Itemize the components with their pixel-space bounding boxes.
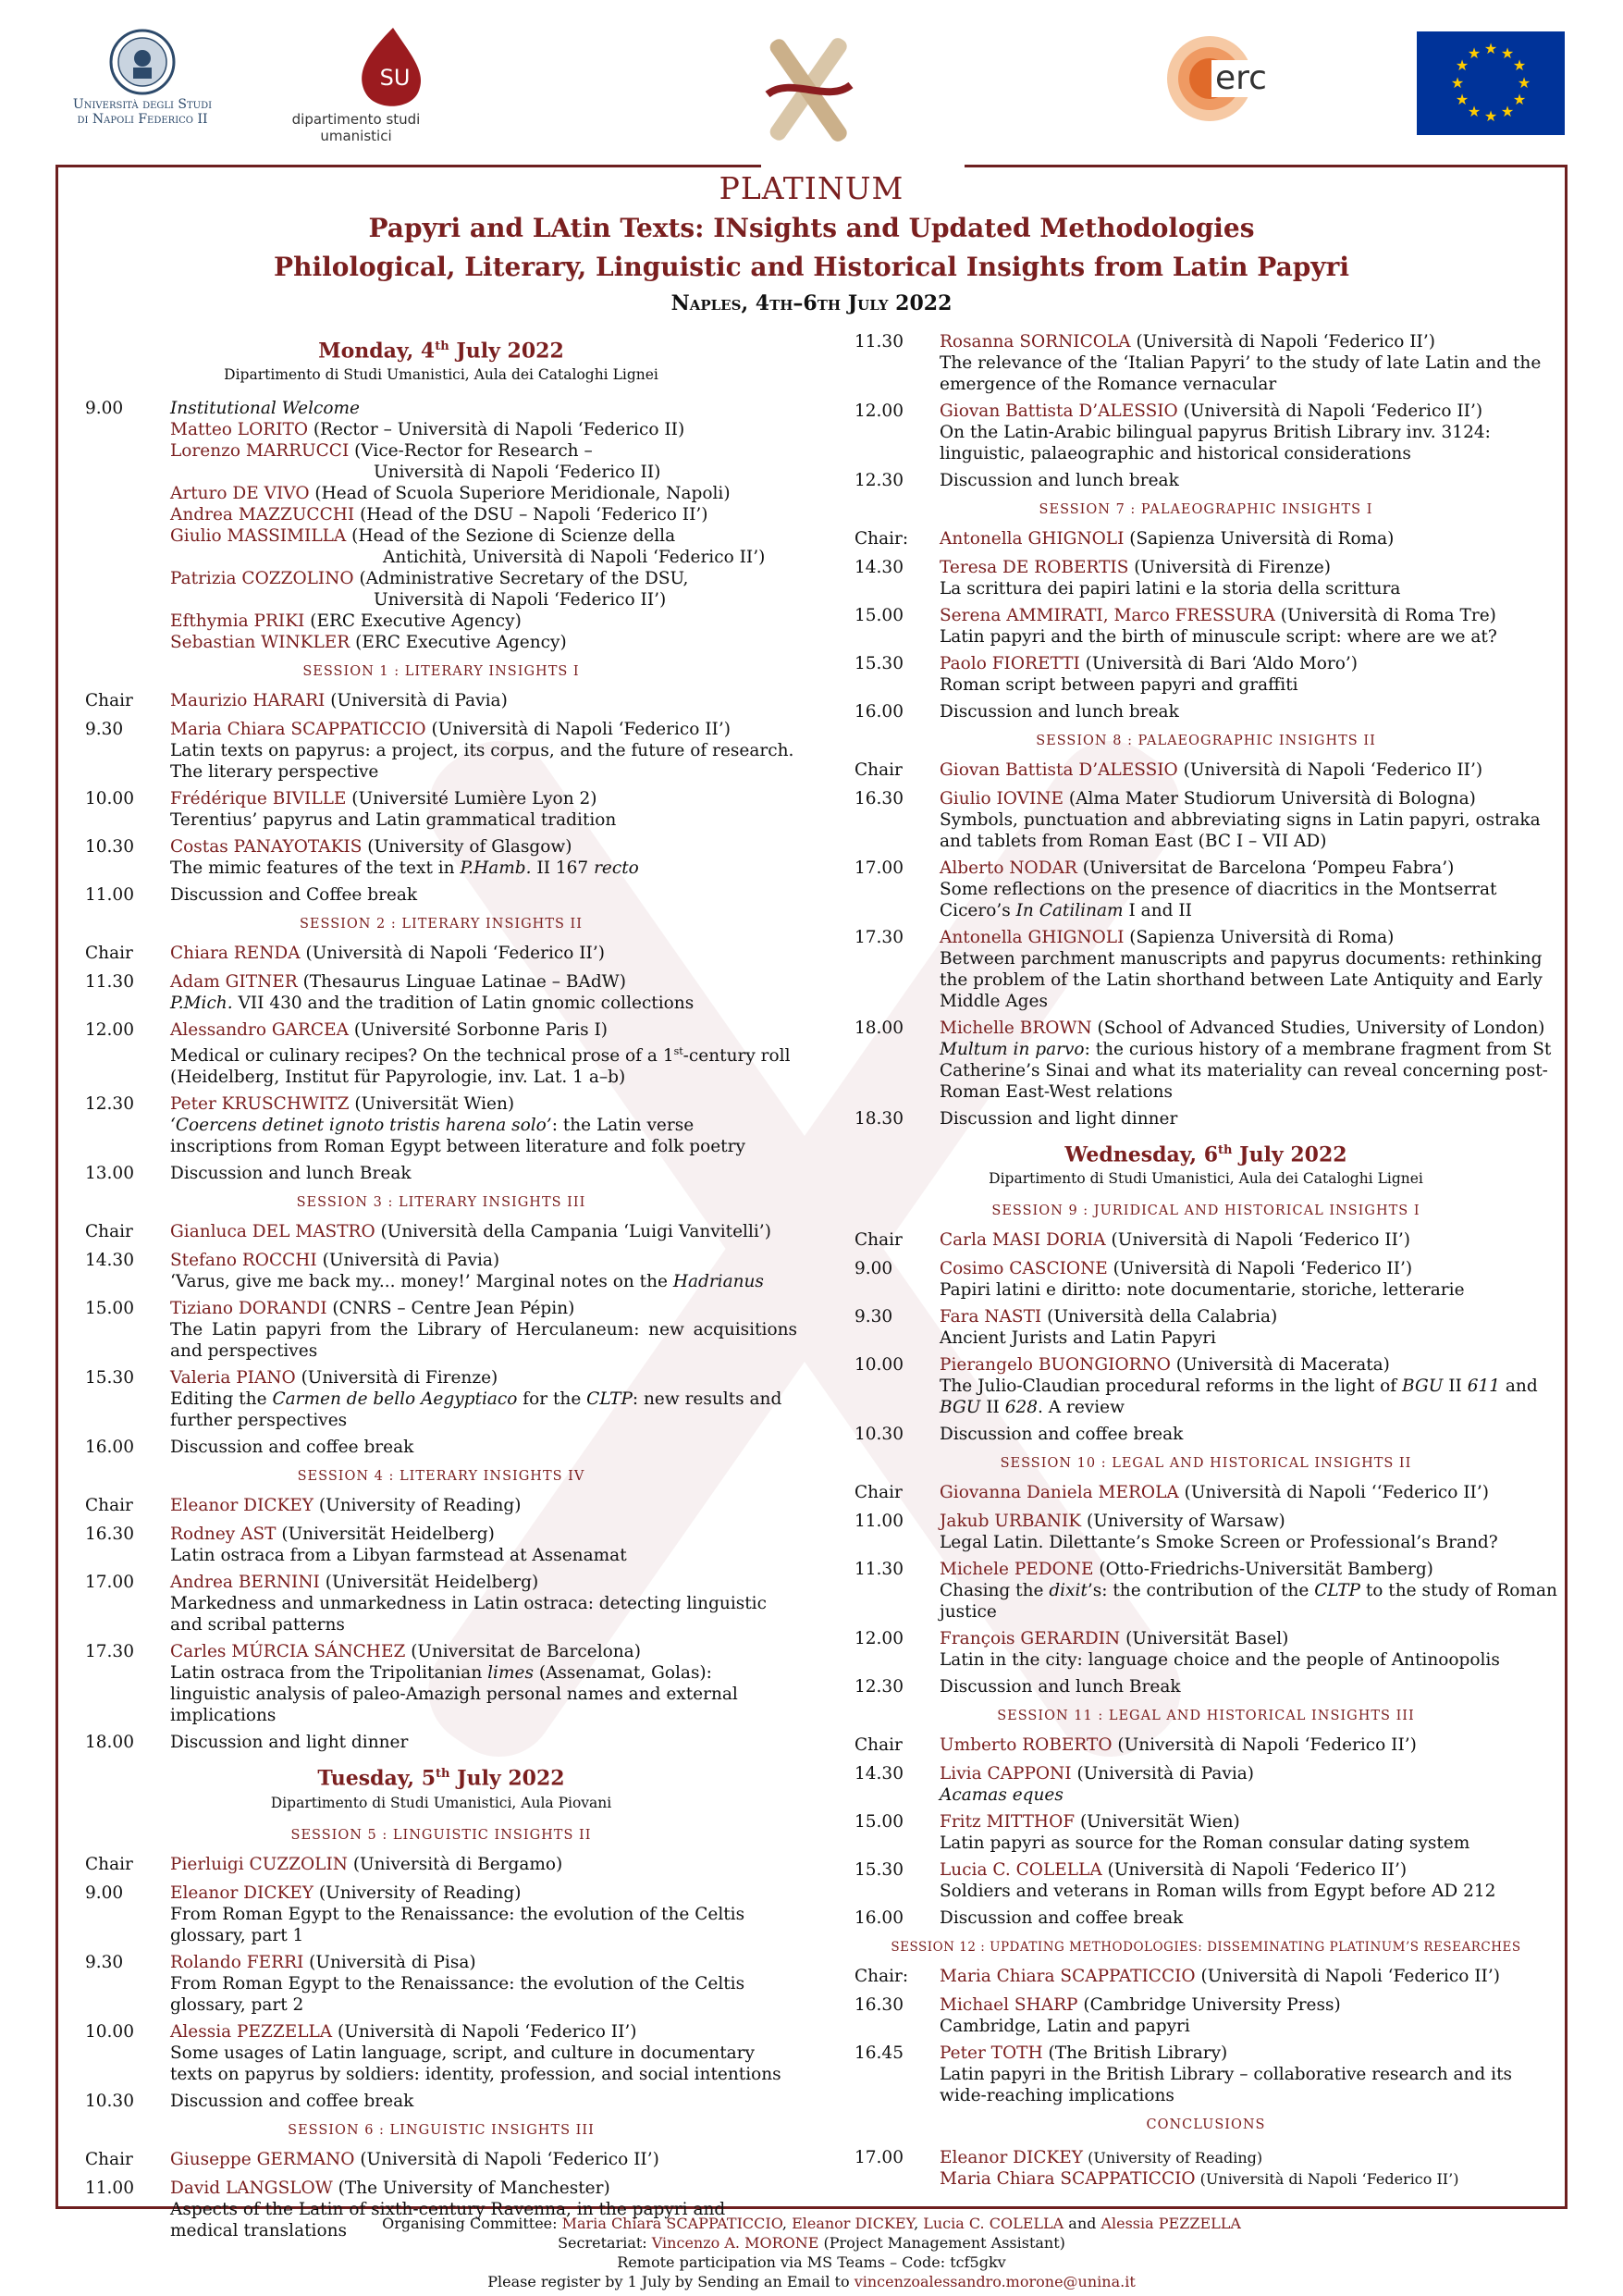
break-row: 12.30 Discussion and lunch Break <box>855 1677 1181 1697</box>
talk-row: 14.30 Teresa DE ROBERTIS (Università di Firenze) La scrittura dei papiri latini e la storia della scrittura <box>855 558 1401 599</box>
talk-row: 12.00 François GERARDIN (Universität Basel) Latin in the city: language choice and the people of Antinoopolis <box>855 1629 1500 1671</box>
talk-row: 15.00 Tiziano DORANDI (CNRS – Centre Jean Pépin) The Latin papyri from the Library of Herculaneum: new acquisitions and perspectives <box>85 1299 797 1362</box>
break-row: 18.00 Discussion and light dinner <box>85 1733 409 1753</box>
organising-committee: Organising Committee: Maria Chiara SCAPPATICCIO, Eleanor DICKEY, Lucia C. COLELLA and Alessia PEZZELLA <box>382 2215 1241 2232</box>
monday-venue: Dipartimento di Studi Umanistici, Aula dei Cataloghi Lignei <box>224 366 658 384</box>
chair-row: Chair Carla MASI DORIA (Università di Napoli ‘Federico II’) <box>855 1230 1410 1251</box>
eu-stars-icon <box>1417 31 1565 135</box>
svg-text:★: ★ <box>1467 44 1482 62</box>
speaker-line: Lorenzo MARRUCCI (Vice-Rector for Research – <box>170 441 593 462</box>
svg-text:★: ★ <box>1483 40 1498 57</box>
unina-line1: Università degli Studi <box>72 97 213 112</box>
chair-row: Chair Chiara RENDA (Università di Napoli ‘Federico II’) <box>85 944 605 964</box>
speaker-line: Giulio MASSIMILLA (Head of the Sezione di Scienze della <box>170 526 676 547</box>
talk-row: 10.30 Costas PANAYOTAKIS (University of Glasgow) The mimic features of the text in P.Hamb. II 167 recto <box>85 837 639 879</box>
talk-row: 12.30 Peter KRUSCHWITZ (Universität Wien) ‘Coercens detinet ignoto tristis harena solo’: the Latin verse inscriptions from Roman Egypt between literature and folk poetry <box>85 1094 745 1157</box>
speaker-aff: Università di Napoli ‘Federico II) <box>374 463 661 483</box>
session-4-title: SESSION 4 : LITERARY INSIGHTS IV <box>297 1469 585 1485</box>
unina-line2: di Napoli Federico II <box>77 112 208 127</box>
speaker-aff: Antichità, Università di Napoli ‘Federico II’) <box>383 548 766 568</box>
talk-row: 15.30 Valeria PIANO (Università di Firenze) Editing the Carmen de bello Aegyptiaco for the CLTP: new results and further perspectives <box>85 1368 782 1431</box>
talk-row: 16.45 Peter TOTH (The British Library) Latin papyri in the British Library – collaborative research and its wide-reaching implications <box>855 2043 1513 2106</box>
chair-row: Chair Eleanor DICKEY (University of Reading) <box>85 1496 522 1516</box>
chair-row: Chair Umberto ROBERTO (Università di Napoli ‘Federico II’) <box>855 1735 1417 1756</box>
conference-subtitle-2: Philological, Literary, Linguistic and Historical Insights from Latin Papyri <box>274 252 1349 282</box>
chair-row: Chair Gianluca DEL MASTRO (Università della Campania ‘Luigi Vanvitelli’) <box>85 1222 771 1242</box>
erc-logo <box>1163 28 1284 130</box>
wednesday-heading: Wednesday, 6th July 2022 <box>1064 1142 1347 1167</box>
session-2-title: SESSION 2 : LITERARY INSIGHTS II <box>300 917 583 932</box>
left-column <box>85 331 797 2247</box>
session-8-title: SESSION 8 : PALAEOGRAPHIC INSIGHTS II <box>1036 734 1376 748</box>
talk-row: 17.30 Antonella GHIGNOLI (Sapienza Università di Roma) Between parchment manuscripts and papyrus documents: rethinking the problem of the Latin shorthand between Late Antiquity and Early Middle Ages <box>855 928 1543 1011</box>
break-row: 18.30 Discussion and light dinner <box>855 1109 1178 1129</box>
talk-row: 15.30 Lucia C. COLELLA (Università di Napoli ‘Federico II’) Soldiers and veterans in Roman wills from Egypt before AD 212 <box>855 1860 1496 1902</box>
chair-row: Chair Maurizio HARARI (Università di Pavia) <box>85 691 508 711</box>
session-5-title: SESSION 5 : LINGUISTIC INSIGHTS II <box>290 1827 592 1843</box>
talk-row: 14.30 Livia CAPPONI (Università di Pavia) Acamas eques <box>855 1764 1254 1806</box>
eu-flag <box>1417 31 1565 135</box>
talk-row: 10.00 Frédérique BIVILLE (Université Lumière Lyon 2) Terentius’ papyrus and Latin grammatical tradition <box>85 789 617 831</box>
program-header <box>0 168 1623 320</box>
session-11-title: SESSION 11 : LEGAL AND HISTORICAL INSIGHTS III <box>997 1709 1415 1724</box>
conclusions-row: 17.00 Eleanor DICKEY (University of Reading) Maria Chiara SCAPPATICCIO (Università di Napoli ‘Federico II’) <box>855 2148 1459 2190</box>
talk-row: 18.00 Michelle BROWN (School of Advanced Studies, University of London) Multum in parvo: the curious history of a membrane fragment from St Catherine’s Sinai and what its materiality can reveal concerning post-Roman East-West relations <box>855 1018 1552 1102</box>
secretariat: Secretariat: Vincenzo A. MORONE (Project Management Assistant) <box>558 2234 1065 2252</box>
session-6-title: SESSION 6 : LINGUISTIC INSIGHTS III <box>288 2122 595 2138</box>
talk-row: 15.00 Fritz MITTHOF (Universität Wien) Latin papyri as source for the Roman consular dating system <box>855 1812 1470 1854</box>
chair-row: Chair Giuseppe GERMANO (Università di Napoli ‘Federico II’) <box>85 2149 659 2169</box>
talk-row: 17.30 Carles MÚRCIA SÁNCHEZ (Universitat de Barcelona) Latin ostraca from the Tripolitanian limes (Assenamat, Golas): linguistic analysis of paleo-Amazigh personal names and external implications <box>85 1642 738 1726</box>
email-link[interactable]: vincenzoalessandro.morone@unina.it <box>854 2273 1136 2290</box>
talk-row: 15.30 Paolo FIORETTI (Università di Bari ‘Aldo Moro’) Roman script between papyri and graffiti <box>855 654 1359 695</box>
break-row: 11.00 Discussion and Coffee break <box>85 885 418 906</box>
svg-text:★: ★ <box>1450 74 1465 92</box>
break-row: 16.00 Discussion and coffee break <box>85 1438 414 1458</box>
svg-text:★: ★ <box>1500 44 1515 62</box>
talk-row: 9.30 Maria Chiara SCAPPATICCIO (Università di Napoli ‘Federico II’) Latin texts on papyrus: a project, its corpus, and the future of research. The literary perspective <box>85 720 794 783</box>
unina-logo <box>59 23 226 134</box>
talk-row: 9.30 Rolando FERRI (Università di Pisa) From Roman Egypt to the Renaissance: the evolution of the Celtis glossary, part 2 <box>85 1952 745 2015</box>
crossed-scrolls-icon <box>754 30 865 150</box>
welcome-title: Institutional Welcome <box>170 399 361 419</box>
talk-row: 9.00 Cosimo CASCIONE (Università di Napoli ‘Federico II’) Papiri latini e diritto: note documentarie, storiche, letterarie <box>855 1259 1465 1301</box>
speaker-aff: Università di Napoli ‘Federico II’) <box>374 590 667 611</box>
session-7-title: SESSION 7 : PALAEOGRAPHIC INSIGHTS I <box>1039 502 1373 517</box>
speaker-line: Patrizia COZZOLINO (Administrative Secretary of the DSU, <box>170 569 689 589</box>
break-row: 12.30 Discussion and lunch break <box>855 471 1179 490</box>
svg-text:★: ★ <box>1455 91 1469 108</box>
session-12-title: SESSION 12 : UPDATING METHODOLOGIES: DISSEMINATING PLATINUM’S RESEARCHES <box>891 1940 1521 1956</box>
svg-text:★: ★ <box>1483 107 1498 125</box>
talk-row: 15.00 Serena AMMIRATI, Marco FRESSURA (Università di Roma Tre) Latin papyri and the birth of minuscule script: where are we at? <box>855 606 1497 647</box>
speaker-line: Efthymia PRIKI (ERC Executive Agency) <box>170 611 522 632</box>
talk-row: 16.30 Rodney AST (Universität Heidelberg) Latin ostraca from a Libyan farmstead at Assenamat <box>85 1524 627 1566</box>
talk-row: 12.00 Alessandro GARCEA (Université Sorbonne Paris I) Medical or culinary recipes? On the technical prose of a 1st-century roll (Heidelberg, Institut für Papyrologie, inv. Lat. 1 a–b) <box>85 1020 791 1088</box>
chair-row: Chair Giovanna Daniela MEROLA (Università di Napoli ‘‘Federico II’) <box>855 1483 1489 1503</box>
talk-row: 11.30 Adam GITNER (Thesaurus Linguae Latinae – BAdW) P.Mich. VII 430 and the tradition of Latin gnomic collections <box>85 972 695 1014</box>
svg-text:★: ★ <box>1517 74 1531 92</box>
tuesday-venue: Dipartimento di Studi Umanistici, Aula Piovani <box>270 1794 612 1811</box>
talk-row: 17.00 Andrea BERNINI (Universität Heidelberg) Markedness and unmarkedness in Latin ostraca: detecting linguistic and scribal patterns <box>85 1573 767 1636</box>
remote-participation: Remote participation via MS Teams – Code: tcf5gkv <box>617 2253 1006 2271</box>
dsu-mark: SU <box>379 65 411 91</box>
dsu-drop-icon <box>254 19 458 111</box>
break-row: 16.00 Discussion and coffee break <box>855 1908 1184 1929</box>
speaker-line: Matteo LORITO (Rector – Università di Napoli ‘Federico II) <box>170 420 685 440</box>
chair-row: Chair: Antonella GHIGNOLI (Sapienza Università di Roma) <box>855 529 1395 549</box>
talk-row: 11.00 Jakub URBANIK (University of Warsaw) Legal Latin. Dilettante’s Smoke Screen or Professional’s Brand? <box>855 1512 1498 1553</box>
tuesday-heading: Tuesday, 5th July 2022 <box>317 1766 565 1791</box>
talk-row: 11.00 David LANGSLOW (The University of Manchester) Aspects of the Latin of sixth-century Ravenna, in the papyri and medical translations <box>85 2178 726 2240</box>
logo-bar <box>0 19 1623 157</box>
break-row: 10.30 Discussion and coffee break <box>85 2091 414 2111</box>
session-1-title: SESSION 1 : LITERARY INSIGHTS I <box>302 664 580 680</box>
talk-row: 17.00 Alberto NODAR (Universitat de Barcelona ‘Pompeu Fabra’) Some reflections on the presence of diacritics in the Montserrat Cicero’s In Catilinam I and II <box>855 858 1497 920</box>
talk-row: 16.30 Giulio IOVINE (Alma Mater Studiorum Università di Bologna) Symbols, punctuation and abbreviating signs in Latin papyri, ostraka and tablets from Roman East (BC I – VII AD) <box>855 789 1541 851</box>
break-row: 10.30 Discussion and coffee break <box>855 1425 1184 1445</box>
svg-text:★: ★ <box>1512 91 1527 108</box>
session-9-title: SESSION 9 : JURIDICAL AND HISTORICAL INSIGHTS I <box>991 1204 1420 1219</box>
right-column <box>855 331 1557 2197</box>
footer <box>0 2214 1623 2291</box>
break-row: 16.00 Discussion and lunch break <box>855 702 1179 722</box>
talk-row: 12.00 Giovan Battista D’ALESSIO (Università di Napoli ‘Federico II’) On the Latin-Arabic bilingual papyrus British Library inv. 3124: linguistic, palaeographic and historical considerations <box>855 401 1491 463</box>
conference-subtitle-1: Papyri and LAtin Texts: INsights and Updated Methodologies <box>368 213 1255 243</box>
registration: Please register by 1 July by Sending an Email to vincenzoalessandro.morone@unina.it <box>487 2273 1136 2290</box>
speaker-line: Andrea MAZZUCCHI (Head of the DSU – Napoli ‘Federico II’) <box>170 505 708 525</box>
talk-row: 9.00 Eleanor DICKEY (University of Reading) From Roman Egypt to the Renaissance: the evolution of the Celtis glossary, part 1 <box>85 1882 745 1945</box>
session-3-title: SESSION 3 : LITERARY INSIGHTS III <box>296 1195 586 1211</box>
svg-text:★: ★ <box>1512 56 1527 74</box>
chair-row: Chair Giovan Battista D’ALESSIO (Università di Napoli ‘Federico II’) <box>855 760 1483 780</box>
talk-row: 9.30 Fara NASTI (Università della Calabria) Ancient Jurists and Latin Papyri <box>855 1307 1278 1349</box>
chair-row: Chair Pierluigi CUZZOLIN (Università di Bergamo) <box>85 1854 563 1874</box>
talk-row: 11.30 Rosanna SORNICOLA (Università di Napoli ‘Federico II’) The relevance of the ‘Italian Papyri’ to the study of late Latin and the emergence of the Romance vernacular <box>855 332 1542 394</box>
conclusions-title: CONCLUSIONS <box>1146 2117 1266 2133</box>
dsu-logo <box>254 19 458 144</box>
svg-text:★: ★ <box>1455 56 1469 74</box>
erc-text: erc <box>1215 59 1267 97</box>
conference-title: PLATINUM <box>719 170 904 206</box>
conference-place-date: Naples, 4th–6th July 2022 <box>670 291 953 315</box>
svg-text:★: ★ <box>1467 103 1482 120</box>
unina-text <box>59 97 226 127</box>
monday-heading: Monday, 4th July 2022 <box>318 339 564 364</box>
time-slot: 9.00 <box>85 399 124 419</box>
chair-row: Chair: Maria Chiara SCAPPATICCIO (Università di Napoli ‘Federico II’) <box>855 1967 1500 1987</box>
talk-row: 10.00 Alessia PEZZELLA (Università di Napoli ‘Federico II’) Some usages of Latin language, script, and culture in documentary texts on papyrus by soldiers: identity, profession, and social intentions <box>85 2021 781 2084</box>
platinum-logo <box>754 30 865 150</box>
wednesday-venue: Dipartimento di Studi Umanistici, Aula dei Cataloghi Lignei <box>989 1170 1423 1188</box>
talk-row: 10.00 Pierangelo BUONGIORNO (Università di Macerata) The Julio-Claudian procedural reforms in the light of BGU II 611 and BGU II 628. A review <box>855 1355 1538 1418</box>
talk-row: 14.30 Stefano ROCCHI (Università di Pavia) ‘Varus, give me back my... money!’ Marginal notes on the Hadrianus <box>85 1251 764 1292</box>
dsu-text: dipartimento studi umanistici <box>291 111 421 144</box>
speaker-line: Sebastian WINKLER (ERC Executive Agency) <box>170 633 567 653</box>
talk-row: 11.30 Michele PEDONE (Otto-Friedrichs-Universität Bamberg) Chasing the dixit’s: the contribution of the CLTP to the study of Roman justice <box>855 1560 1557 1623</box>
break-row: 13.00 Discussion and lunch Break <box>85 1164 412 1184</box>
session-10-title: SESSION 10 : LEGAL AND HISTORICAL INSIGHTS II <box>1000 1456 1412 1472</box>
speaker-line: Arturo DE VIVO (Head of Scuola Superiore Meridionale, Napoli) <box>170 484 731 504</box>
svg-text:★: ★ <box>1500 103 1515 120</box>
welcome-block <box>85 398 797 653</box>
talk-row: 16.30 Michael SHARP (Cambridge University Press) Cambridge, Latin and papyri <box>855 1995 1341 2037</box>
